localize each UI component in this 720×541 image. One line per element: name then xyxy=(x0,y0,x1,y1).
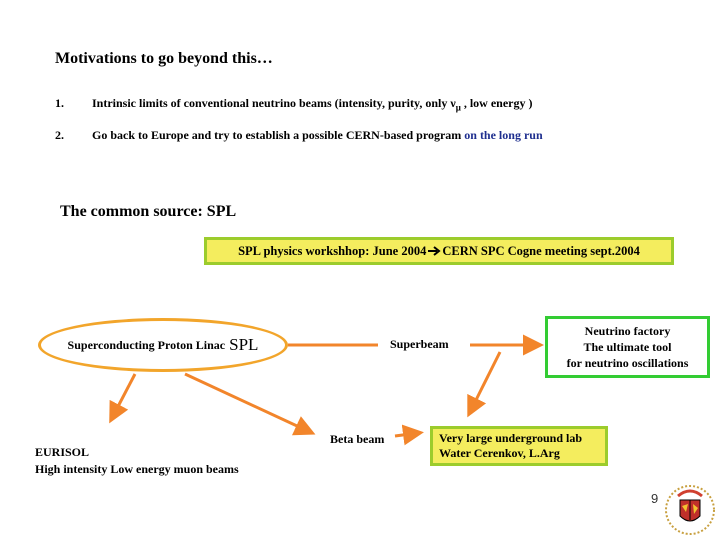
list-number-1: 1. xyxy=(55,96,64,110)
lab-line-1: Very large underground lab xyxy=(439,431,583,445)
neutrino-factory-box xyxy=(545,316,710,378)
spl-abbrev: SPL xyxy=(229,335,259,354)
lab-line-2: Water Cerenkov, L.Arg xyxy=(439,446,560,460)
eurisol-line-2: High intensity Low energy muon beams xyxy=(35,462,239,476)
nf-line-2: The ultimate tool xyxy=(583,340,672,354)
university-seal-logo xyxy=(664,480,716,536)
workshop-left-text: SPL physics workshhop: June 2004 xyxy=(238,243,427,258)
long-run-highlight: on the long run xyxy=(464,128,543,142)
superbeam-label: Superbeam xyxy=(390,337,449,351)
arrow-factory-to-lab xyxy=(470,352,500,412)
list-item-1-text-after: , low energy ) xyxy=(460,96,533,110)
nf-line-3: for neutrino oscillations xyxy=(566,356,689,370)
list-item-1-text: Intrinsic limits of conventional neutrino beams (intensity, purity, only ν xyxy=(92,96,456,110)
spl-label: Superconducting Proton Linac xyxy=(67,337,226,352)
page-number: 9 xyxy=(651,491,659,506)
workshop-right-text: CERN SPC Cogne meeting sept.2004 xyxy=(442,243,640,258)
eurisol-line-1: EURISOL xyxy=(35,445,90,459)
arrow-betabeam-to-lab xyxy=(395,433,418,436)
list-item-2-text: Go back to Europe and try to establish a possible CERN-based program xyxy=(92,128,465,142)
list-number-2: 2. xyxy=(55,128,64,142)
arrow-spl-to-betabeam xyxy=(185,374,310,432)
spl-ellipse xyxy=(38,318,288,372)
nf-line-1: Neutrino factory xyxy=(584,324,671,338)
arrow-spl-to-eurisol xyxy=(112,374,135,418)
common-source-heading: The common source: SPL xyxy=(60,203,237,220)
eurisol-label xyxy=(35,444,239,478)
mu-subscript: μ xyxy=(455,102,461,113)
beta-beam-label: Beta beam xyxy=(330,432,385,446)
underground-lab-box xyxy=(430,426,608,466)
slide-title: Motivations to go beyond this… xyxy=(55,50,273,67)
